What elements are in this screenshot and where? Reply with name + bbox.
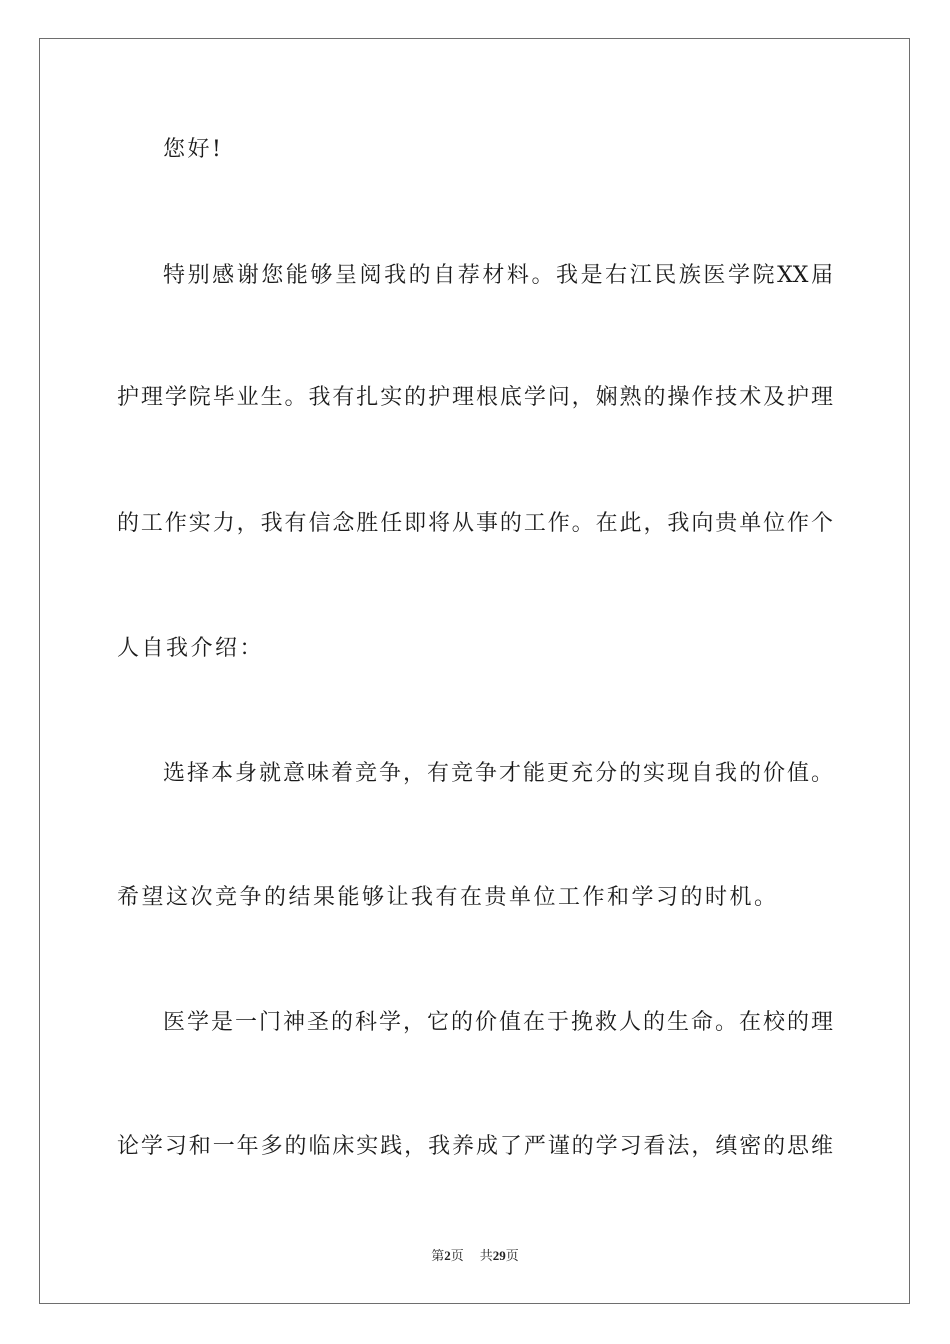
body-line: 护理学院毕业生。我有扎实的护理根底学问，娴熟的操作技术及护理 xyxy=(117,385,833,410)
body-line: 人自我介绍： xyxy=(117,636,265,661)
body-line: 医学是一门神圣的科学，它的价值在于挽救人的生命。在校的理 xyxy=(163,1010,833,1035)
body-line: 选择本身就意味着竞争，有竞争才能更充分的实现自我的价值。 xyxy=(163,761,833,786)
page-prefix: 第 xyxy=(431,1248,445,1263)
page-border xyxy=(39,38,910,1304)
body-line: 论学习和一年多的临床实践，我养成了严谨的学习看法，缜密的思维 xyxy=(117,1134,833,1159)
body-line: 特别感谢您能够呈阅我的自荐材料。我是右江民族医学院XX届 xyxy=(163,263,833,288)
total-prefix: 共 xyxy=(479,1248,493,1263)
body-line: 的工作实力，我有信念胜任即将从事的工作。在此，我向贵单位作个 xyxy=(117,511,833,536)
page-unit: 页 xyxy=(450,1248,464,1263)
greeting-line: 您好! xyxy=(163,137,224,162)
current-page-number: 2 xyxy=(444,1248,451,1263)
page-number-footer xyxy=(0,1246,950,1266)
total-page-number: 29 xyxy=(492,1248,506,1263)
total-unit: 页 xyxy=(505,1248,519,1263)
body-line: 希望这次竞争的结果能够让我有在贵单位工作和学习的时机。 xyxy=(117,885,779,910)
